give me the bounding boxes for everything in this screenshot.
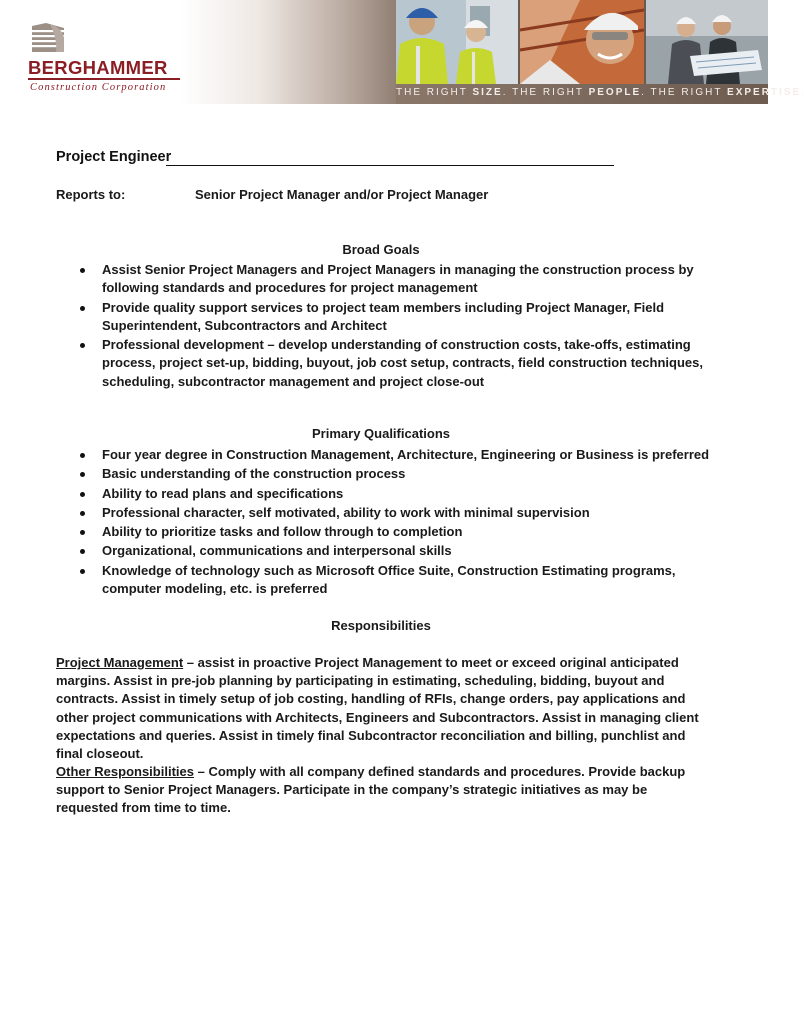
photo-team-blueprints xyxy=(646,0,768,84)
project-management-paragraph xyxy=(56,654,712,763)
company-tagline: THE RIGHT SIZE. THE RIGHT PEOPLE. THE RIGHT EXPERTISE. xyxy=(396,87,806,98)
project-management-text: – assist in proactive Project Management to meet or exceed original anticipated margins. Assist in pre-job planning by participating in estimating, scheduling, bidding, buyout and contracts. Assist in timely setup of job costing, handling of RFIs, change orders, pay applications and other project communications with Architects, Engineers and Subcontractors. Assist in managing client expectations and queries. Assist in timely final Subcontractor reconciliation and billing, punchlist and final closeout. xyxy=(56,655,699,762)
list-item: Ability to prioritize tasks and follow through to completion xyxy=(56,523,712,541)
letterhead-banner xyxy=(0,0,806,104)
project-management-label: Project Management xyxy=(56,655,184,670)
broad-goals-list xyxy=(56,261,712,392)
list-item: Four year degree in Construction Management, Architecture, Engineering or Business is preferred xyxy=(56,446,712,464)
list-item: Basic understanding of the construction process xyxy=(56,465,712,483)
title-underline xyxy=(166,165,614,166)
list-item: Ability to read plans and specifications xyxy=(56,485,712,503)
logo-divider xyxy=(28,78,180,80)
reports-to-value: Senior Project Manager and/or Project Manager xyxy=(195,187,489,202)
other-responsibilities-text: – Comply with all company defined standards and procedures. Provide backup support to Senior Project Managers. Participate in the company’s strategic initiatives as may be requested from time to time. xyxy=(56,764,686,816)
job-title: Project Engineer xyxy=(56,149,172,165)
list-item: Organizational, communications and interpersonal skills xyxy=(56,542,712,560)
building-logo-icon xyxy=(30,22,66,54)
responsibilities-heading: Responsibilities xyxy=(331,618,431,633)
company-subtitle: Construction Corporation xyxy=(30,82,167,93)
broad-goals-heading: Broad Goals xyxy=(342,242,420,257)
job-title-row xyxy=(56,148,616,168)
list-item: Professional character, self motivated, ability to work with minimal supervision xyxy=(56,504,712,522)
list-item: Provide quality support services to project team members including Project Manager, Field Superintendent, Subcontractors and Architect xyxy=(56,299,712,336)
other-responsibilities-label: Other Responsibilities xyxy=(56,764,194,779)
list-item: Assist Senior Project Managers and Project Managers in managing the construction process by following standards and procedures for project management xyxy=(56,261,712,298)
company-logo xyxy=(28,22,188,94)
company-name: BERGHAMMER xyxy=(28,57,168,78)
photo-workers-hardhats xyxy=(396,0,518,84)
header-photo-strip xyxy=(396,0,768,84)
qualifications-list xyxy=(56,446,712,599)
banner-gradient xyxy=(180,0,400,104)
list-item: Professional development – develop understanding of construction costs, take-offs, estimating process, project set-up, bidding, buyout, job cost setup, contracts, field construction techniques, scheduling, subcontractor management and project close-out xyxy=(56,336,712,391)
list-item: Knowledge of technology such as Microsoft Office Suite, Construction Estimating programs, computer modeling, etc. is preferred xyxy=(56,562,712,599)
photo-engineer-smiling xyxy=(520,0,644,84)
other-responsibilities-paragraph xyxy=(56,763,712,818)
reports-to-label: Reports to: xyxy=(56,187,126,202)
tagline-bar xyxy=(396,84,806,104)
primary-qualifications-heading: Primary Qualifications xyxy=(312,426,450,441)
